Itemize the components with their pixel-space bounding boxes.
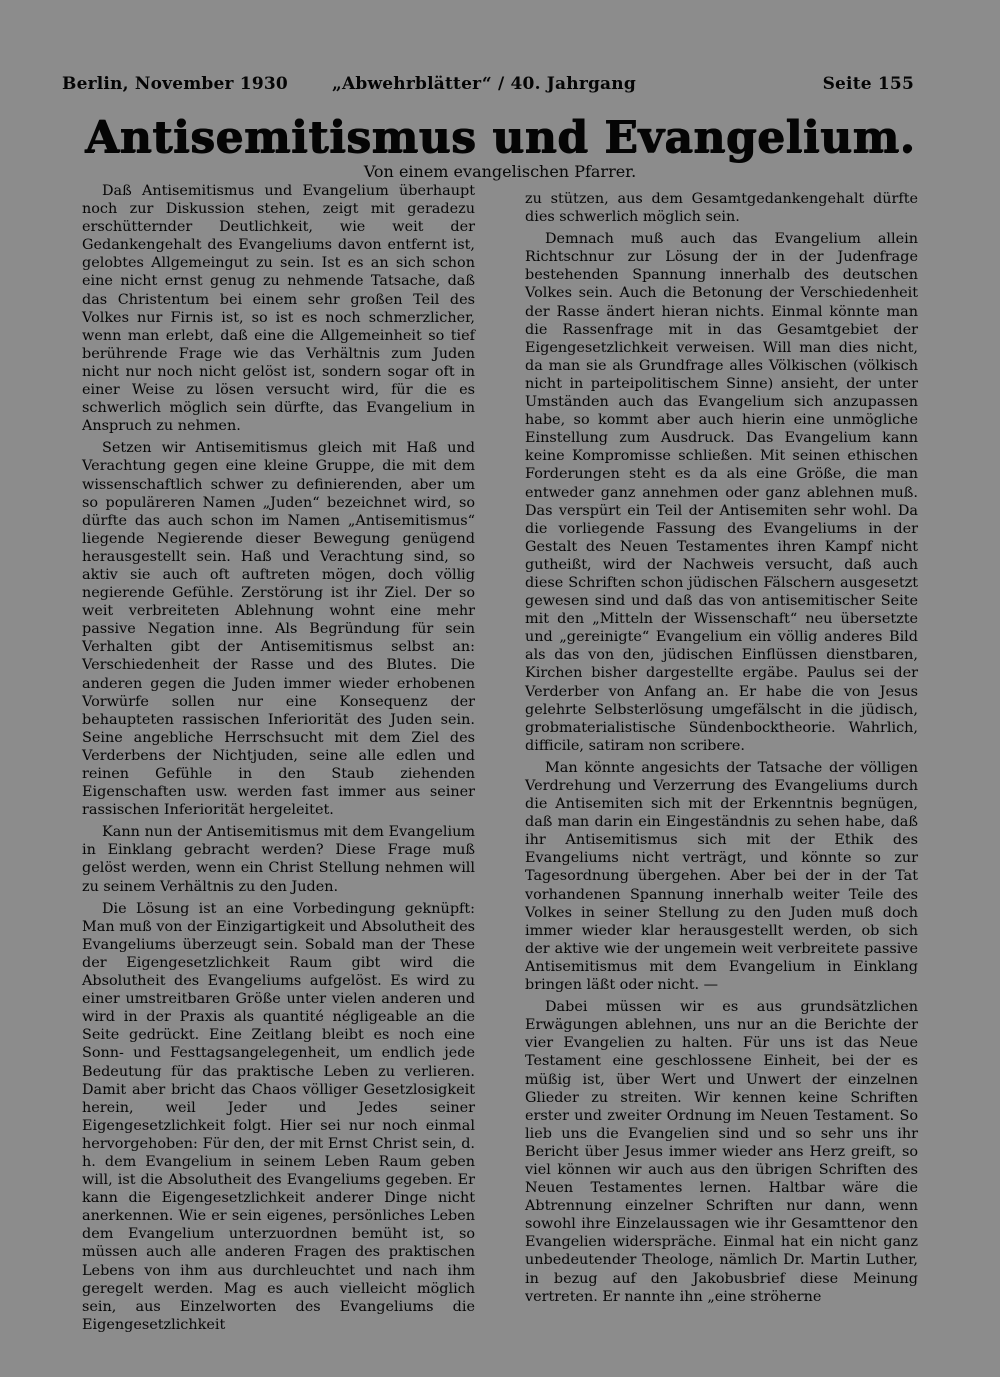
paragraph: Kann nun der Antisemitismus mit dem Evangelium in Einklang gebracht werden? Diese Frage muß gelöst werden, wenn ein Christ Stellung nehmen will zu seinem Verhältnis zu den Juden. [82, 824, 475, 895]
left-column [82, 182, 475, 1338]
paragraph: zu stützen, aus dem Gesamtgedankengehalt dürfte dies schwerlich möglich sein. [525, 191, 918, 226]
paragraph: Daß Antisemitismus und Evangelium überhaupt noch zur Diskussion stehen, zeigt mit geradezu erschütternder Deutlichkeit, wie weit der Gedankengehalt des Evangeliums davon entfernt ist, gelobtes Allgemeingut zu sein. Ist es an sich schon eine nicht ernst genug zu nehmende Tatsache, daß das Christentum bei einem sehr großen Teil des Volkes nur Firnis ist, so ist es noch schmerzlicher, wenn man erlebt, daß eine die Allgemeinheit so tief berührende Frage wie das Verhältnis zum Juden nicht nur noch nicht gelöst ist, sondern sogar oft in einer Weise zu lösen versucht wird, für die es schwerlich möglich sein dürfte, das Evangelium in Anspruch zu nehmen. [82, 183, 475, 435]
article-byline: Von einem evangelischen Pfarrer. [363, 162, 637, 181]
page-header [62, 74, 914, 98]
article-title: Antisemitismus und Evangelium. [84, 112, 916, 163]
right-column [525, 190, 918, 1310]
paragraph: Setzen wir Antisemitismus gleich mit Haß und Verachtung gegen eine kleine Gruppe, die mit dem wissenschaftlich schwer zu definierenden, aber um so populäreren Namen „Juden“ bezeichnet wird, so dürfte das auch schon im Namen „Antisemitismus“ liegende Negierende dieser Bewegung genügend herausgestellt sein. Haß und Verachtung sind, so aktiv sie auch oft auftreten mögen, doch völlig negierende Gefühle. Zerstörung ist ihr Ziel. Der so weit verbreiteten Ablehnung wohnt eine mehr passive Negation inne. Als Begründung für sein Verhalten gibt der Antisemitismus selbst an: Verschiedenheit der Rasse und des Blutes. Die anderen gegen die Juden immer wieder erhobenen Vorwürfe sollen nur eine Konsequenz der behaupteten rassischen Inferiorität des Juden sein. Seine angebliche Herrschsucht mit dem Ziel des Verderbens der Nichtjuden, seine alle edlen und reinen Gefühle in den Staub ziehenden Eigenschaften usw. werden fast immer aus seiner rassischen Inferiorität hergeleitet. [82, 440, 475, 819]
paragraph: Man könnte angesichts der Tatsache der völligen Verdrehung und Verzerrung des Evangeliums durch die Antisemiten sich mit der Erkenntnis begnügen, daß man darin ein Eingeständnis zu sehen habe, daß ihr Antisemitismus sich mit der Ethik des Evangeliums nicht verträgt, und könnte so zur Tagesordnung übergehen. Aber bei der in der Tat vorhandenen Spannung innerhalb weiter Teile des Volkes in seiner Stellung zu den Juden muß doch immer wieder klar herausgestellt werden, ob sich der aktive wie der ungemein weit verbreitete passive Antisemitismus mit dem Evangelium in Einklang bringen läßt oder nicht. — [525, 759, 918, 994]
paragraph: Demnach muß auch das Evangelium allein Richtschnur zur Lösung der in der Judenfrage bestehenden Spannung innerhalb des deutschen Volkes sein. Auch die Betonung der Verschiedenheit der Rasse ändert hieran nichts. Einmal könnte man die Rassenfrage mit in das Gesamtgebiet der Eigengesetzlichkeit verweisen. Will man dies nicht, da man sie als Grundfrage alles Völkischen (völkisch nicht in parteipolitischem Sinne) ansieht, der unter Umständen auch das Evangelium sich anzupassen habe, so kommt aber auch hierin eine unmögliche Einstellung zum Ausdruck. Das Evangelium kann keine Kompromisse schließen. Mit seinen ethischen Forderungen steht es da als eine Größe, die man entweder ganz annehmen oder ganz ablehnen muß. Das verspürt ein Teil der Antisemiten sehr wohl. Da die vorliegende Fassung des Evangeliums in der Gestalt des Neuen Testamentes ihren Kampf nicht gutheißt, wird der Nachweis versucht, daß auch diese Schriften schon jüdischen Fälschern ausgesetzt gewesen sind und daß das von antisemitischer Seite mit den „Mitteln der Wissenschaft“ neu übersetzte und „gereinigte“ Evangelium ein völlig anderes Bild als das von den, jüdischen Einflüssen dienstbaren, Kirchen bisher dargestellte ergäbe. Paulus sei der Verderber von Anfang an. Er habe die von Jesus gelehrte Selbsterlösung umgefälscht in die jüdisch, grobmaterialistische Sündenbocktheorie. Wahrlich, difficile, satiram non scribere. [525, 231, 918, 754]
paragraph: Die Lösung ist an eine Vorbedingung geknüpft: Man muß von der Einzigartigkeit und Absolutheit des Evangeliums überzeugt sein. Sobald man der These der Eigengesetzlichkeit Raum gibt wird die Absolutheit des Evangeliums aufgelöst. Es wird zu einer umstreitbaren Größe unter vielen anderen und wird in der Praxis als quantité négligeable an die Seite gedrückt. Eine Zeitlang bleibt es noch eine Sonn- und Festtagsangelegenheit, um endlich jede Bedeutung für das praktische Leben zu verlieren. Damit aber bricht das Chaos völliger Gesetzlosigkeit herein, weil Jeder und Jedes seiner Eigengesetzlichkeit folgt. Hier sei nur noch einmal hervorgehoben: Für den, der mit Ernst Christ sein, d. h. dem Evangelium in seinem Leben Raum geben will, ist die Absolutheit des Evangeliums gegeben. Er kann die Eigengesetzlichkeit anderer Dinge nicht anerkennen. Wie er sein eigenes, persönliches Leben dem Evangelium unterzuordnen bemüht ist, so müssen auch alle anderen Fragen des praktischen Lebens von ihm aus durchleuchtet und nach ihm geregelt werden. Mag es auch vielleicht möglich sein, aus Einzelworten des Evangeliums die Eigengesetzlichkeit [82, 900, 475, 1333]
header-page-number: Seite 155 [822, 74, 914, 94]
paragraph: Dabei müssen wir es aus grundsätzlichen Erwägungen ablehnen, uns nur an die Berichte der vier Evangelien zu halten. Für uns ist das Neue Testament eine geschlossene Einheit, bei der es müßig ist, über Wert und Unwert der einzelnen Glieder zu streiten. Wir kennen keine Schriften erster und zweiter Ordnung im Neuen Testament. So lieb uns die Evangelien sind und so sehr uns ihr Bericht über Jesus immer wieder ans Herz greift, so viel können wir auch aus den übrigen Schriften des Neuen Testamentes lernen. Haltbar wäre die Abtrennung einzelner Schriften nur dann, wenn sowohl ihre Einzelaussagen wie ihr Gesamttenor den Evangelien widerspräche. Einmal hat ein nicht ganz unbedeutender Theologe, nämlich Dr. Martin Luther, in bezug auf den Jakobusbrief diese Meinung vertreten. Er nannte ihn „eine ströherne [525, 999, 918, 1305]
header-publication: „Abwehrblätter“ / 40. Jahrgang [332, 74, 636, 94]
header-place-date: Berlin, November 1930 [62, 74, 288, 94]
